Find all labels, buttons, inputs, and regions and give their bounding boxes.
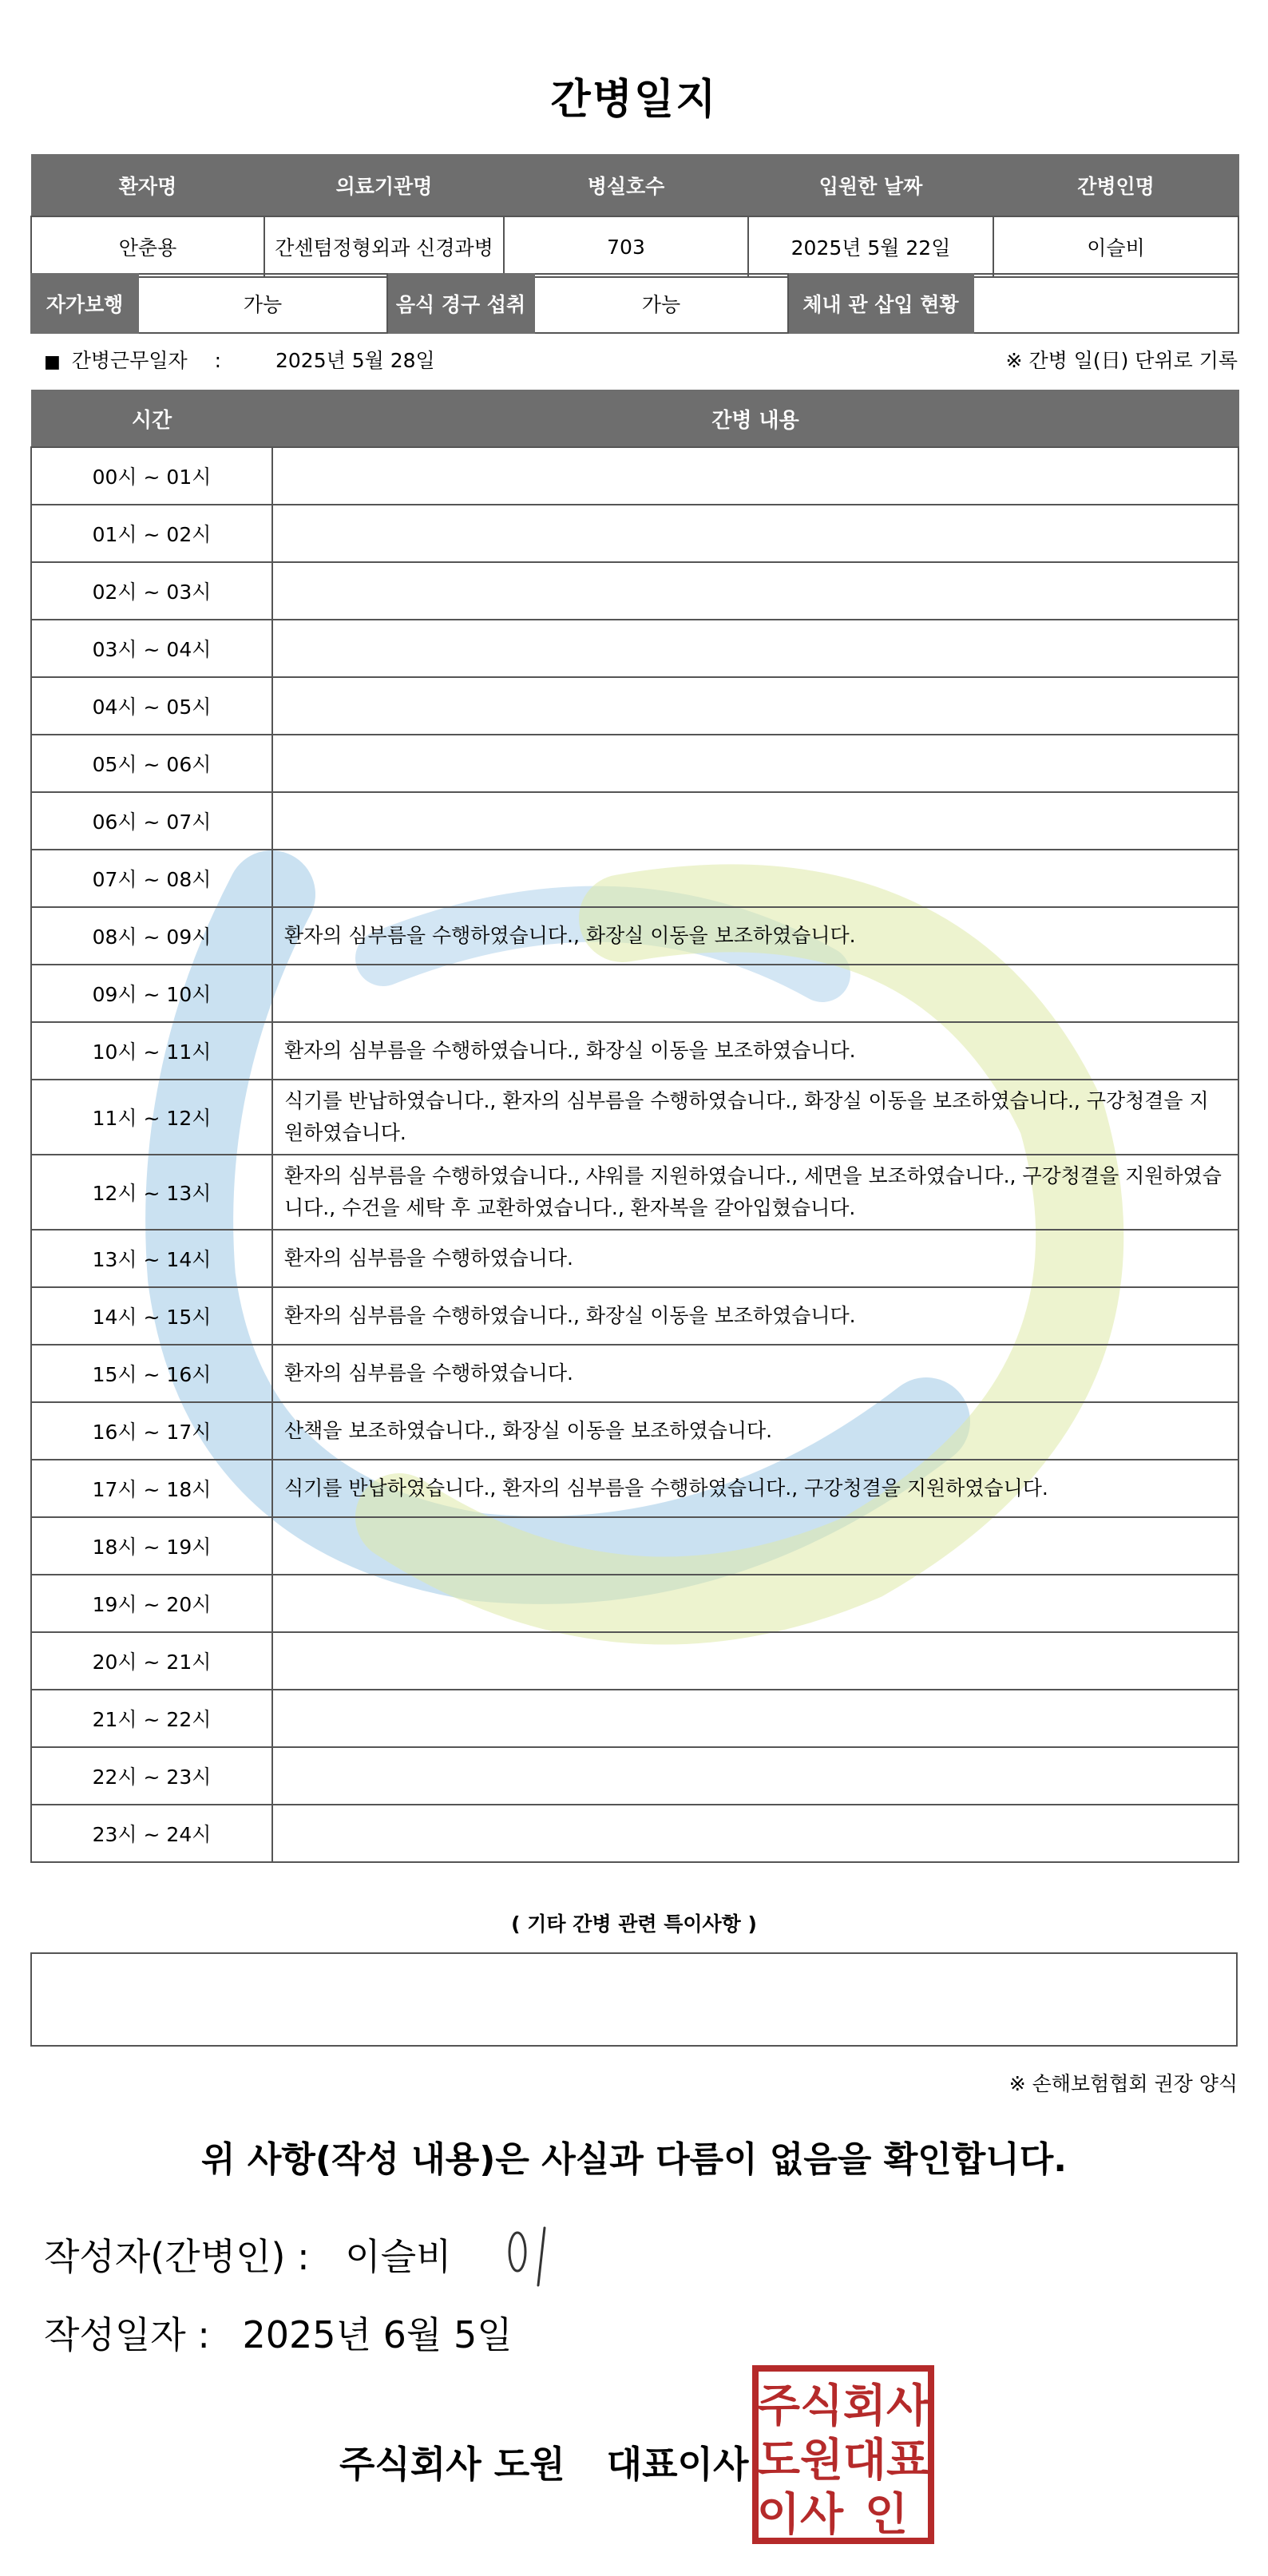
header-hospital-name: 의료기관명 <box>264 155 504 217</box>
table-row <box>31 1747 1238 1805</box>
table-row <box>31 907 1238 965</box>
self-walk-value: 가능 <box>138 274 387 333</box>
care-content-cell: 환자의 심부름을 수행하였습니다., 화장실 이동을 보조하였습니다. <box>272 1022 1238 1080</box>
patient-info-table <box>30 154 1239 278</box>
care-content-cell <box>272 1747 1238 1805</box>
header-room-number: 병실호수 <box>504 155 748 217</box>
oral-intake-label: 음식 경구 섭취 <box>387 274 534 333</box>
table-row <box>31 620 1238 677</box>
time-cell: 11시 ~ 12시 <box>31 1080 272 1155</box>
time-cell: 19시 ~ 20시 <box>31 1575 272 1632</box>
table-row <box>31 1460 1238 1517</box>
time-cell: 17시 ~ 18시 <box>31 1460 272 1517</box>
room-number: 703 <box>504 216 748 277</box>
table-row <box>31 965 1238 1022</box>
patient-name: 안춘용 <box>31 216 264 277</box>
svg-text:도원: 도원 <box>756 2435 844 2487</box>
svg-text:대표: 대표 <box>842 2435 930 2487</box>
table-row <box>31 505 1238 562</box>
content-header: 간병 내용 <box>272 390 1238 448</box>
writer-line <box>44 2228 452 2281</box>
recommendation-note: ※ 손해보험협회 권장 양식 <box>1008 2072 1238 2095</box>
time-cell: 08시 ~ 09시 <box>31 907 272 965</box>
writer-name: 이슬비 <box>345 2235 452 2278</box>
table-row <box>31 1080 1238 1155</box>
time-cell: 04시 ~ 05시 <box>31 677 272 735</box>
time-cell: 06시 ~ 07시 <box>31 792 272 850</box>
self-walk-label: 자가보행 <box>31 274 138 333</box>
time-cell: 23시 ~ 24시 <box>31 1805 272 1862</box>
special-notes-title: ( 기타 간병 관련 특이사항 ) <box>511 1912 757 1936</box>
work-date: 2025년 5월 28일 <box>275 349 435 372</box>
time-header: 시간 <box>31 390 272 448</box>
care-content-cell <box>272 620 1238 677</box>
company-name: 주식회사 도원 <box>339 2443 565 2486</box>
care-content-cell <box>272 1575 1238 1632</box>
care-content-cell <box>272 735 1238 792</box>
care-log-table <box>30 390 1239 1863</box>
admission-date: 2025년 5월 22일 <box>748 216 993 277</box>
time-cell: 10시 ~ 11시 <box>31 1022 272 1080</box>
table-row <box>31 1517 1238 1575</box>
caregiver-name: 이슬비 <box>993 216 1238 277</box>
special-notes-box <box>30 1952 1238 2047</box>
confirmation-statement: 위 사항(작성 내용)은 사실과 다름이 없음을 확인합니다. <box>201 2139 1067 2180</box>
care-content-cell <box>272 505 1238 562</box>
time-cell: 05시 ~ 06시 <box>31 735 272 792</box>
table-row <box>31 1155 1238 1230</box>
header-caregiver-name: 간병인명 <box>993 155 1238 217</box>
writer-label: 작성자(간병인) : <box>44 2235 310 2278</box>
svg-text:주식: 주식 <box>756 2380 844 2432</box>
time-cell: 14시 ~ 15시 <box>31 1287 272 1345</box>
header-patient-name: 환자명 <box>31 155 264 217</box>
time-cell: 21시 ~ 22시 <box>31 1690 272 1747</box>
care-content-cell: 산책을 보조하였습니다., 화장실 이동을 보조하였습니다. <box>272 1402 1238 1460</box>
care-content-cell <box>272 1517 1238 1575</box>
svg-text:회사: 회사 <box>842 2380 930 2432</box>
table-row <box>31 792 1238 850</box>
care-content-cell <box>272 447 1238 505</box>
table-row <box>31 735 1238 792</box>
table-row <box>31 1805 1238 1862</box>
table-row <box>31 1575 1238 1632</box>
care-content-cell <box>272 792 1238 850</box>
table-row <box>31 1632 1238 1690</box>
page-title: 간병일지 <box>550 76 718 124</box>
table-row <box>31 1230 1238 1287</box>
care-content-cell: 환자의 심부름을 수행하였습니다. <box>272 1230 1238 1287</box>
square-bullet-icon: ■ <box>44 352 61 372</box>
time-cell: 03시 ~ 04시 <box>31 620 272 677</box>
care-content-cell: 환자의 심부름을 수행하였습니다. <box>272 1345 1238 1402</box>
time-cell: 07시 ~ 08시 <box>31 850 272 907</box>
table-row <box>31 677 1238 735</box>
table-row <box>31 1022 1238 1080</box>
time-cell: 09시 ~ 10시 <box>31 965 272 1022</box>
company-representative: 대표이사 <box>606 2443 749 2486</box>
care-content-cell: 식기를 반납하였습니다., 환자의 심부름을 수행하였습니다., 화장실 이동을 보조하였습니다., 구강청결을 지원하였습니다. <box>272 1080 1238 1155</box>
time-cell: 18시 ~ 19시 <box>31 1517 272 1575</box>
written-date: 2025년 6월 5일 <box>242 2313 513 2356</box>
care-content-cell: 식기를 반납하였습니다., 환자의 심부름을 수행하였습니다., 구강청결을 지원하였습니다. <box>272 1460 1238 1517</box>
care-content-cell: 환자의 심부름을 수행하였습니다., 화장실 이동을 보조하였습니다. <box>272 907 1238 965</box>
care-content-cell <box>272 562 1238 620</box>
care-content-cell <box>272 1690 1238 1747</box>
time-cell: 12시 ~ 13시 <box>31 1155 272 1230</box>
hospital-name: 간센텀정형외과 신경과병 <box>264 216 504 277</box>
time-cell: 22시 ~ 23시 <box>31 1747 272 1805</box>
time-cell: 15시 ~ 16시 <box>31 1345 272 1402</box>
written-date-label: 작성일자 : <box>44 2313 210 2356</box>
time-cell: 00시 ~ 01시 <box>31 447 272 505</box>
table-row <box>31 1690 1238 1747</box>
table-row <box>31 1402 1238 1460</box>
work-date-label: 간병근무일자 <box>71 349 188 372</box>
work-date-line <box>44 345 435 374</box>
unit-note: ※ 간병 일(日) 단위로 기록 <box>1005 349 1238 372</box>
table-row <box>31 447 1238 505</box>
patient-status-table <box>30 273 1239 334</box>
table-row <box>31 1287 1238 1345</box>
care-content-cell <box>272 1805 1238 1862</box>
header-admission-date: 입원한 날짜 <box>748 155 993 217</box>
time-cell: 02시 ~ 03시 <box>31 562 272 620</box>
tube-status-label: 체내 관 삽입 현황 <box>788 274 973 333</box>
svg-text:인: 인 <box>864 2489 909 2541</box>
care-content-cell: 환자의 심부름을 수행하였습니다., 화장실 이동을 보조하였습니다. <box>272 1287 1238 1345</box>
svg-text:이사: 이사 <box>756 2489 844 2541</box>
oral-intake-value: 가능 <box>534 274 788 333</box>
care-content-cell <box>272 850 1238 907</box>
work-date-separator: : <box>214 349 222 372</box>
table-row <box>31 562 1238 620</box>
company-seal-stamp <box>752 2365 934 2544</box>
care-content-cell <box>272 677 1238 735</box>
time-cell: 20시 ~ 21시 <box>31 1632 272 1690</box>
table-row <box>31 850 1238 907</box>
time-cell: 16시 ~ 17시 <box>31 1402 272 1460</box>
tube-status-value <box>973 274 1238 333</box>
table-row <box>31 1345 1238 1402</box>
handwritten-signature <box>495 2220 567 2292</box>
time-cell: 13시 ~ 14시 <box>31 1230 272 1287</box>
written-date-line <box>44 2306 513 2359</box>
time-cell: 01시 ~ 02시 <box>31 505 272 562</box>
company-line <box>339 2435 748 2488</box>
care-content-cell: 환자의 심부름을 수행하였습니다., 샤워를 지원하였습니다., 세면을 보조하였습니다., 구강청결을 지원하였습니다., 수건을 세탁 후 교환하였습니다., 환자복을 갈아입혔습니다. <box>272 1155 1238 1230</box>
care-content-cell <box>272 1632 1238 1690</box>
care-content-cell <box>272 965 1238 1022</box>
